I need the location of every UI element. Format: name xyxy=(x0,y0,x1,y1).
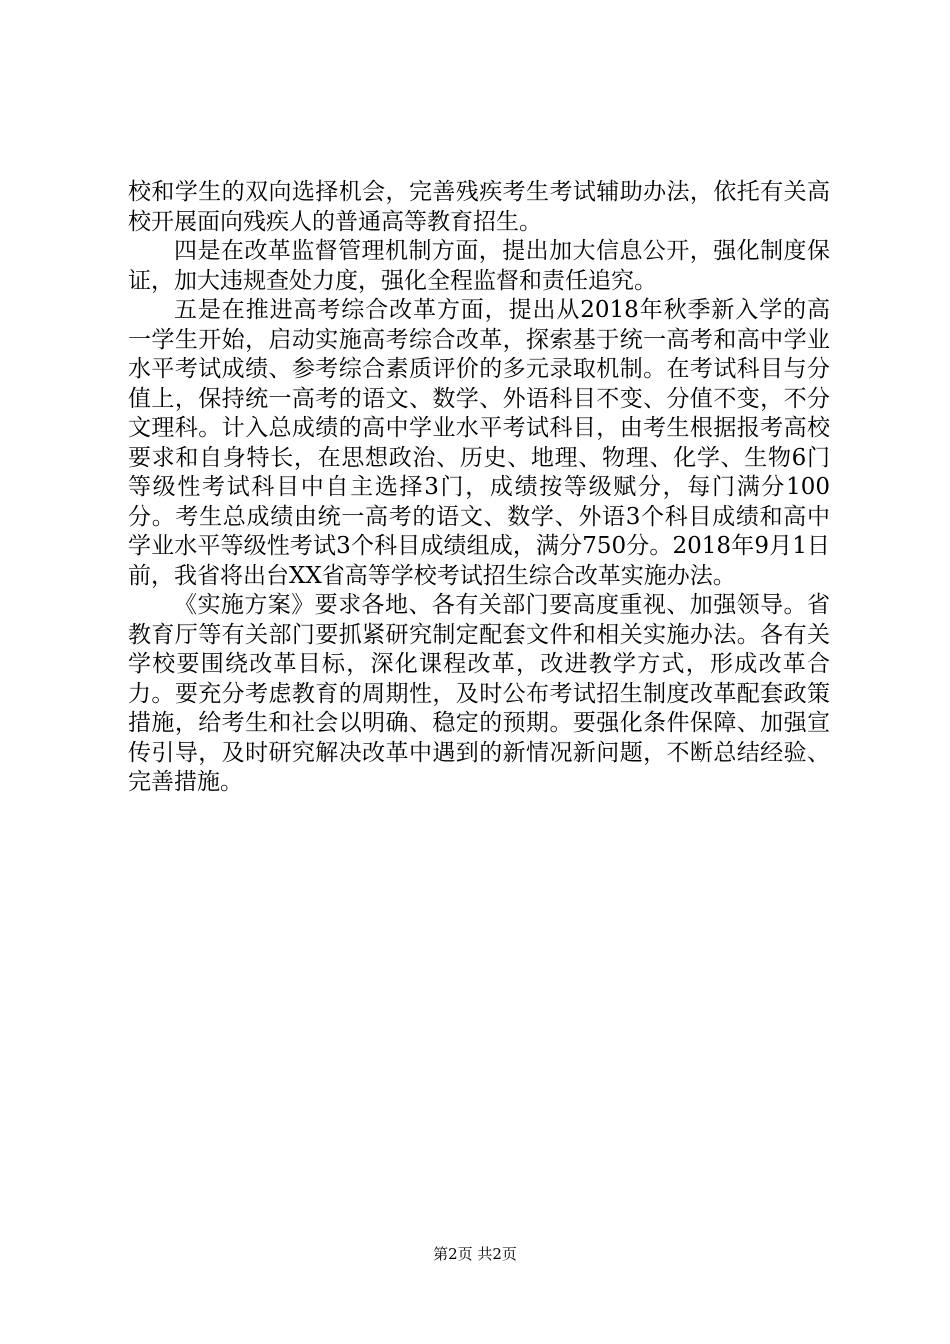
page-footer xyxy=(0,1245,950,1263)
paragraph-1: 校和学生的双向选择机会，完善残疾考生考试辅助办法，依托有关高校开展面向残疾人的普通高等教育招生。 xyxy=(128,179,830,235)
document-body xyxy=(128,178,830,798)
paragraph-2: 四是在改革监督管理机制方面，提出加大信息公开，强化制度保证，加大违规查处力度，强化全程监督和责任追究。 xyxy=(128,238,830,294)
paragraph-3: 五是在推进高考综合改革方面，提出从2018年秋季新入学的高一学生开始，启动实施高考综合改革，探索基于统一高考和高中学业水平考试成绩、参考综合素质评价的多元录取机制。在考试科目与分值上，保持统一高考的语文、数学、外语科目不变、分值不变，不分文理科。计入总成绩的高中学业水平考试科目，由考生根据报考高校要求和自身特长，在思想政治、历史、地理、物理、化学、生物6门等级性考试科目中自主选择3门，成绩按等级赋分，每门满分100分。考生总成绩由统一高考的语文、数学、外语3个科目成绩和高中学业水平等级性考试3个科目成绩组成，满分750分。2018年9月1日前，我省将出台XX省高等学校考试招生综合改革实施办法。 xyxy=(128,297,830,589)
page-number: 第2页 共2页 xyxy=(433,1245,517,1263)
paragraph-4: 《实施方案》要求各地、各有关部门要高度重视、加强领导。省教育厅等有关部门要抓紧研究制定配套文件和相关实施办法。各有关学校要围绕改革目标，深化课程改革，改进教学方式，形成改革合力。要充分考虑教育的周期性，及时公布考试招生制度改革配套政策措施，给考生和社会以明确、稳定的预期。要强化条件保障、加强宣传引导，及时研究解决改革中遇到的新情况新问题，不断总结经验、完善措施。 xyxy=(128,592,830,795)
